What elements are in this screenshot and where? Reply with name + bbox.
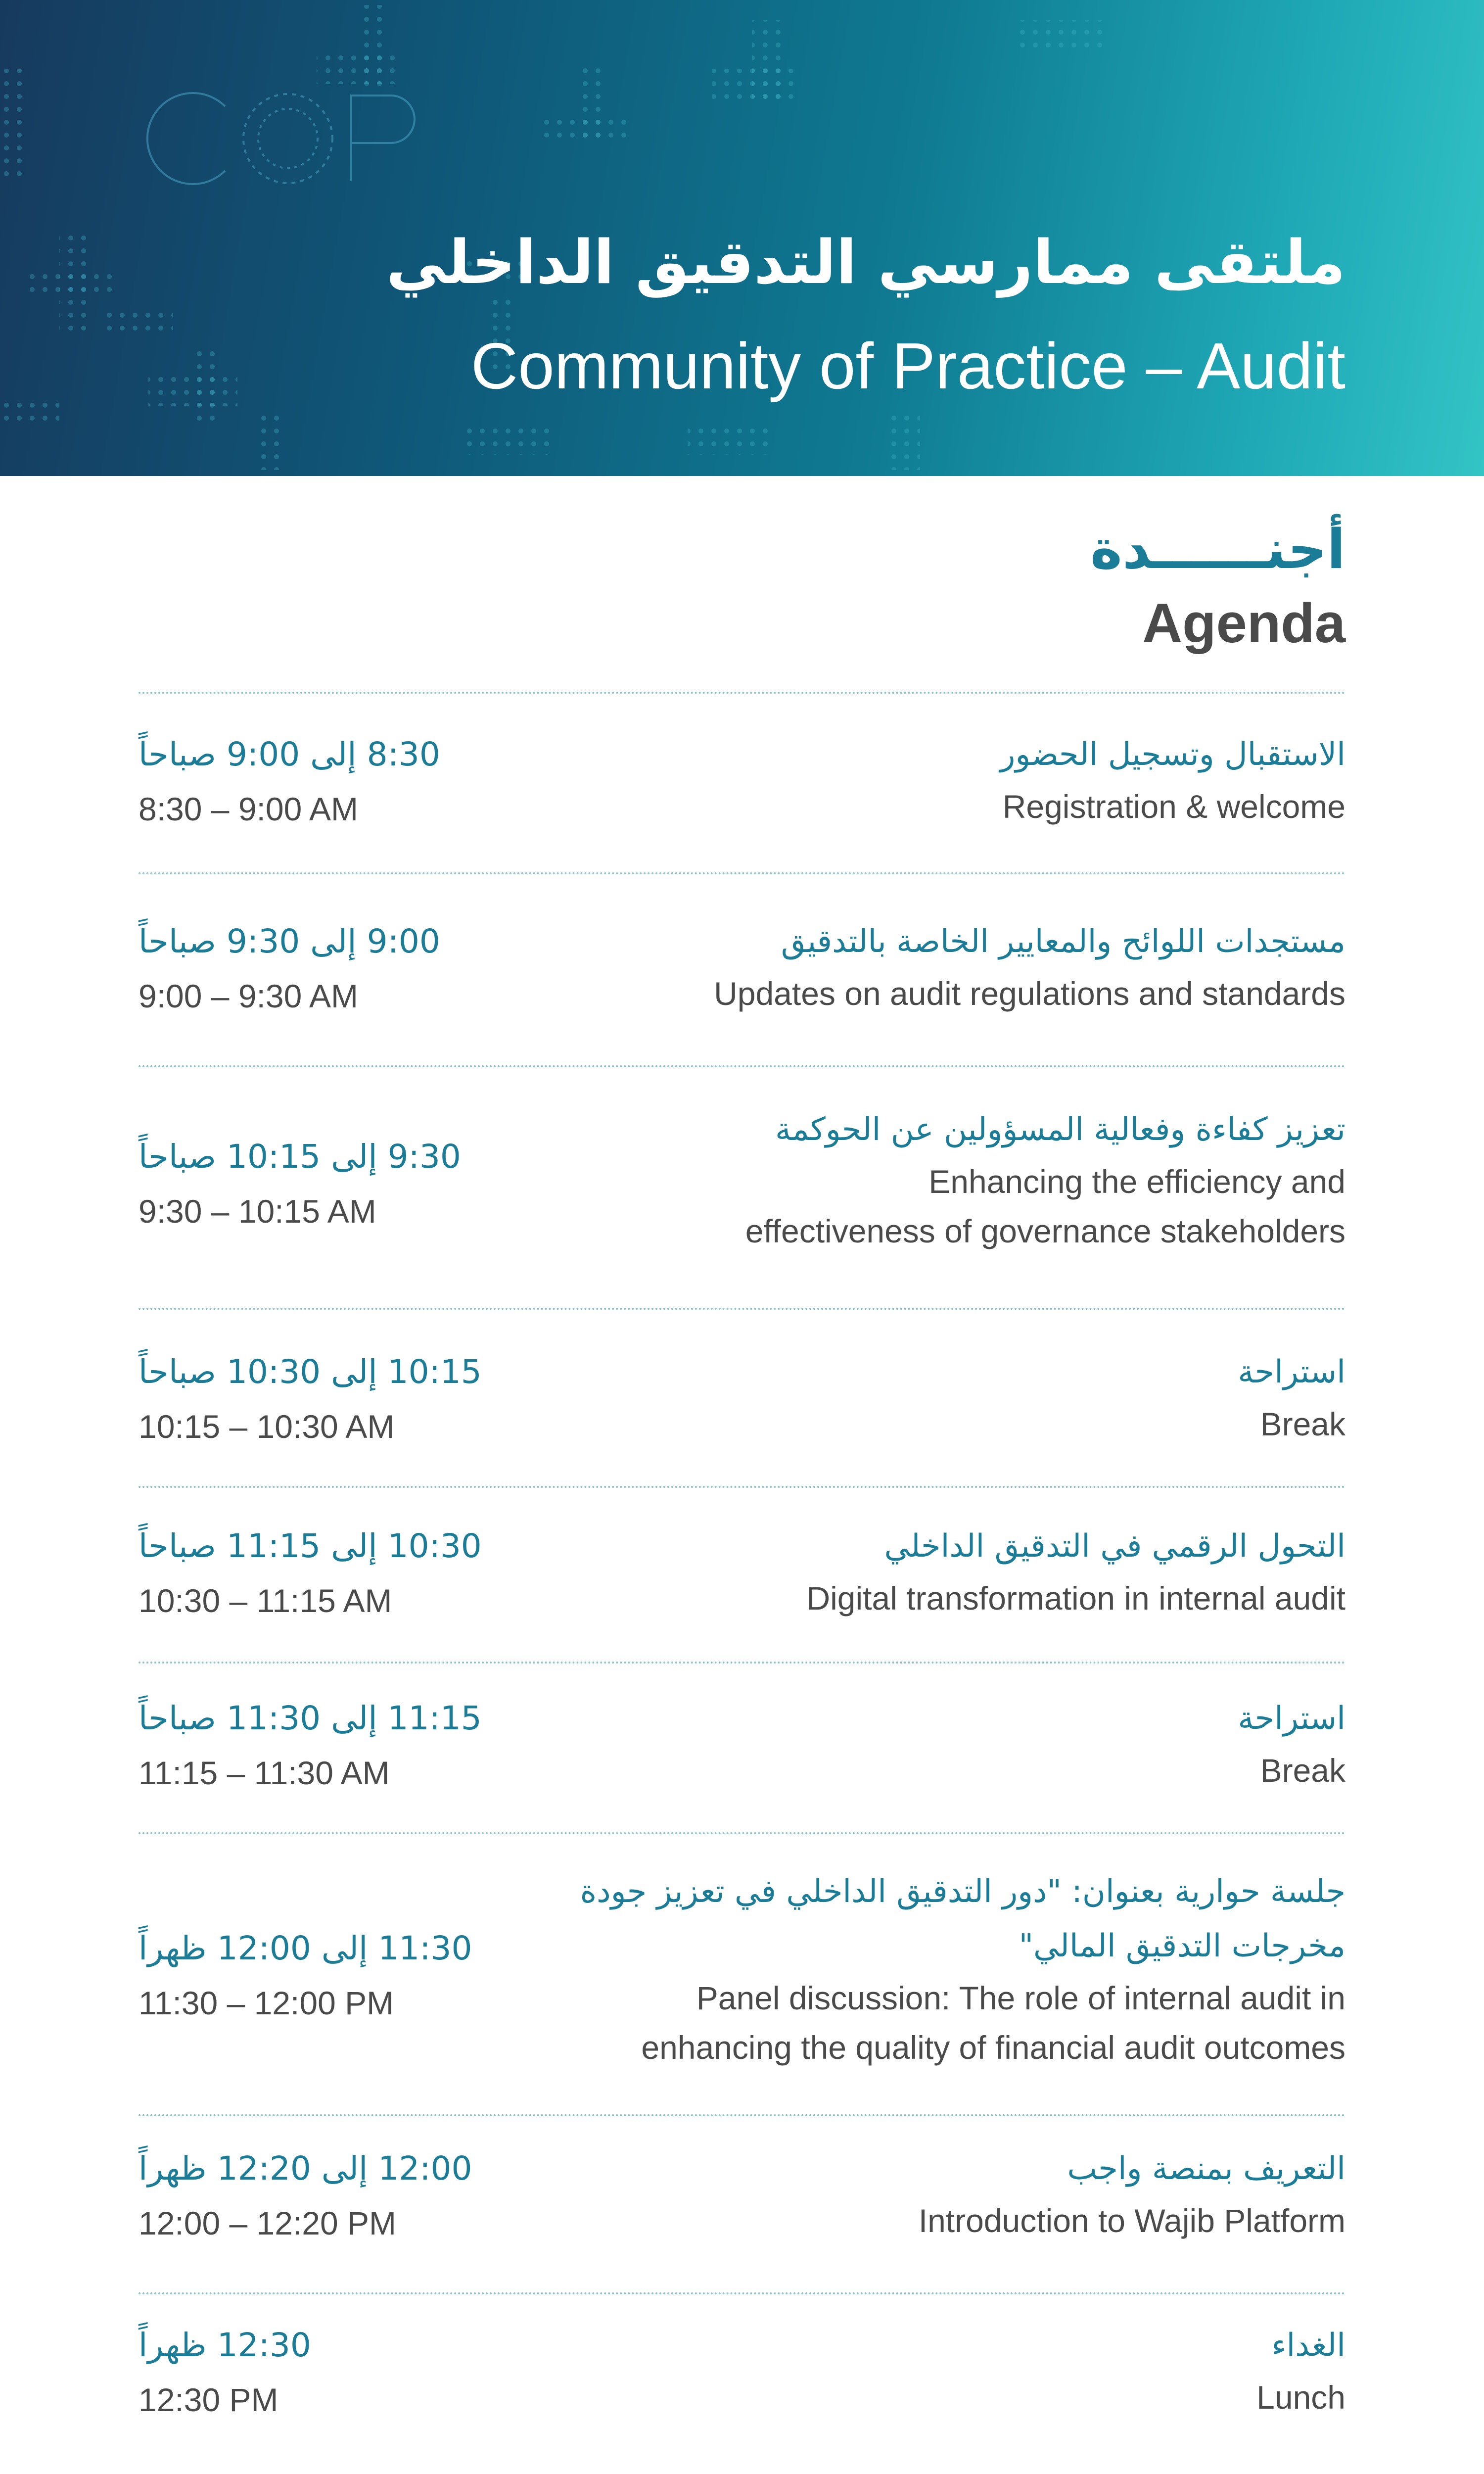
topic-english-line-2: enhancing the quality of financial audit outcomes	[641, 2029, 1345, 2066]
session-topic	[554, 1864, 1345, 2072]
topic-arabic: التعريف بمنصة واجب	[1067, 2150, 1345, 2187]
time-arabic: 11:30 إلى 12:00 ظهراً	[139, 1929, 472, 1967]
divider	[139, 692, 1345, 694]
time-english: 12:00 – 12:20 PM	[139, 2205, 397, 2241]
time-arabic: 12:30 ظهراً	[139, 2326, 311, 2364]
topic-english: Introduction to Wajib Platform	[918, 2202, 1345, 2239]
time-english: 11:15 – 11:30 AM	[139, 1755, 390, 1791]
time-english: 10:30 – 11:15 AM	[139, 1582, 392, 1619]
time-arabic: 8:30 إلى 9:00 صباحاً	[139, 735, 440, 773]
topic-arabic-line-2: مخرجات التدقيق المالي"	[1019, 1928, 1345, 1964]
event-title-arabic: ملتقى ممارسي التدقيق الداخلي	[386, 227, 1345, 297]
time-english: 8:30 – 9:00 AM	[139, 791, 358, 827]
session-topic	[554, 1691, 1345, 1795]
topic-english: Digital transformation in internal audit	[806, 1580, 1345, 1617]
session-topic	[554, 1102, 1345, 1256]
agenda-heading-arabic: أجنــــــدة	[1090, 518, 1345, 581]
time-english: 10:15 – 10:30 AM	[139, 1408, 395, 1445]
topic-arabic: التحول الرقمي في التدقيق الداخلي	[884, 1528, 1345, 1565]
divider	[139, 1065, 1345, 1067]
event-title-english: Community of Practice – Audit	[470, 330, 1345, 402]
session-topic	[554, 2318, 1345, 2422]
time-english: 9:30 – 10:15 AM	[139, 1193, 376, 1230]
time-arabic: 10:15 إلى 10:30 صباحاً	[139, 1353, 482, 1391]
time-arabic: 10:30 إلى 11:15 صباحاً	[139, 1527, 482, 1565]
time-english: 12:30 PM	[139, 2381, 278, 2418]
divider	[139, 2114, 1345, 2116]
topic-arabic: الغداء	[1271, 2327, 1345, 2364]
divider	[139, 1662, 1345, 1664]
session-topic	[554, 2141, 1345, 2245]
topic-english-line-1: Panel discussion: The role of internal audit in	[696, 1980, 1345, 2016]
topic-english: Break	[1260, 1406, 1345, 1442]
topic-english: Break	[1260, 1752, 1345, 1789]
cop-logo	[134, 87, 435, 190]
topic-english-line-1: Enhancing the efficiency and	[928, 1163, 1345, 1200]
time-arabic: 12:00 إلى 12:20 ظهراً	[139, 2149, 472, 2188]
time-arabic: 9:30 إلى 10:15 صباحاً	[139, 1138, 461, 1176]
topic-arabic: الاستقبال وتسجيل الحضور	[1000, 736, 1345, 773]
divider	[139, 1832, 1345, 1834]
topic-english: Updates on audit regulations and standards	[714, 975, 1345, 1012]
session-topic	[554, 727, 1345, 831]
divider	[139, 872, 1345, 874]
session-topic	[554, 1519, 1345, 1623]
topic-english: Lunch	[1256, 2379, 1345, 2416]
topic-english: Registration & welcome	[1002, 788, 1345, 825]
topic-arabic: استراحة	[1238, 1700, 1345, 1737]
agenda-heading-english: Agenda	[1142, 592, 1345, 654]
divider	[139, 1308, 1345, 1310]
session-topic	[554, 914, 1345, 1018]
time-english: 9:00 – 9:30 AM	[139, 978, 358, 1014]
topic-english-line-2: effectiveness of governance stakeholders	[745, 1213, 1345, 1249]
topic-arabic: مستجدات اللوائح والمعايير الخاصة بالتدقيق	[781, 923, 1345, 960]
time-arabic: 11:15 إلى 11:30 صباحاً	[139, 1699, 482, 1737]
topic-arabic: تعزيز كفاءة وفعالية المسؤولين عن الحوكمة	[775, 1111, 1345, 1148]
divider	[139, 2292, 1345, 2294]
header-banner	[0, 0, 1484, 476]
session-topic	[554, 1345, 1345, 1449]
topic-arabic: استراحة	[1238, 1354, 1345, 1390]
topic-arabic-line-1: جلسة حوارية بعنوان: "دور التدقيق الداخلي في تعزيز جودة	[580, 1873, 1345, 1910]
time-arabic: 9:00 إلى 9:30 صباحاً	[139, 922, 440, 960]
divider	[139, 1486, 1345, 1488]
time-english: 11:30 – 12:00 PM	[139, 1985, 394, 2021]
